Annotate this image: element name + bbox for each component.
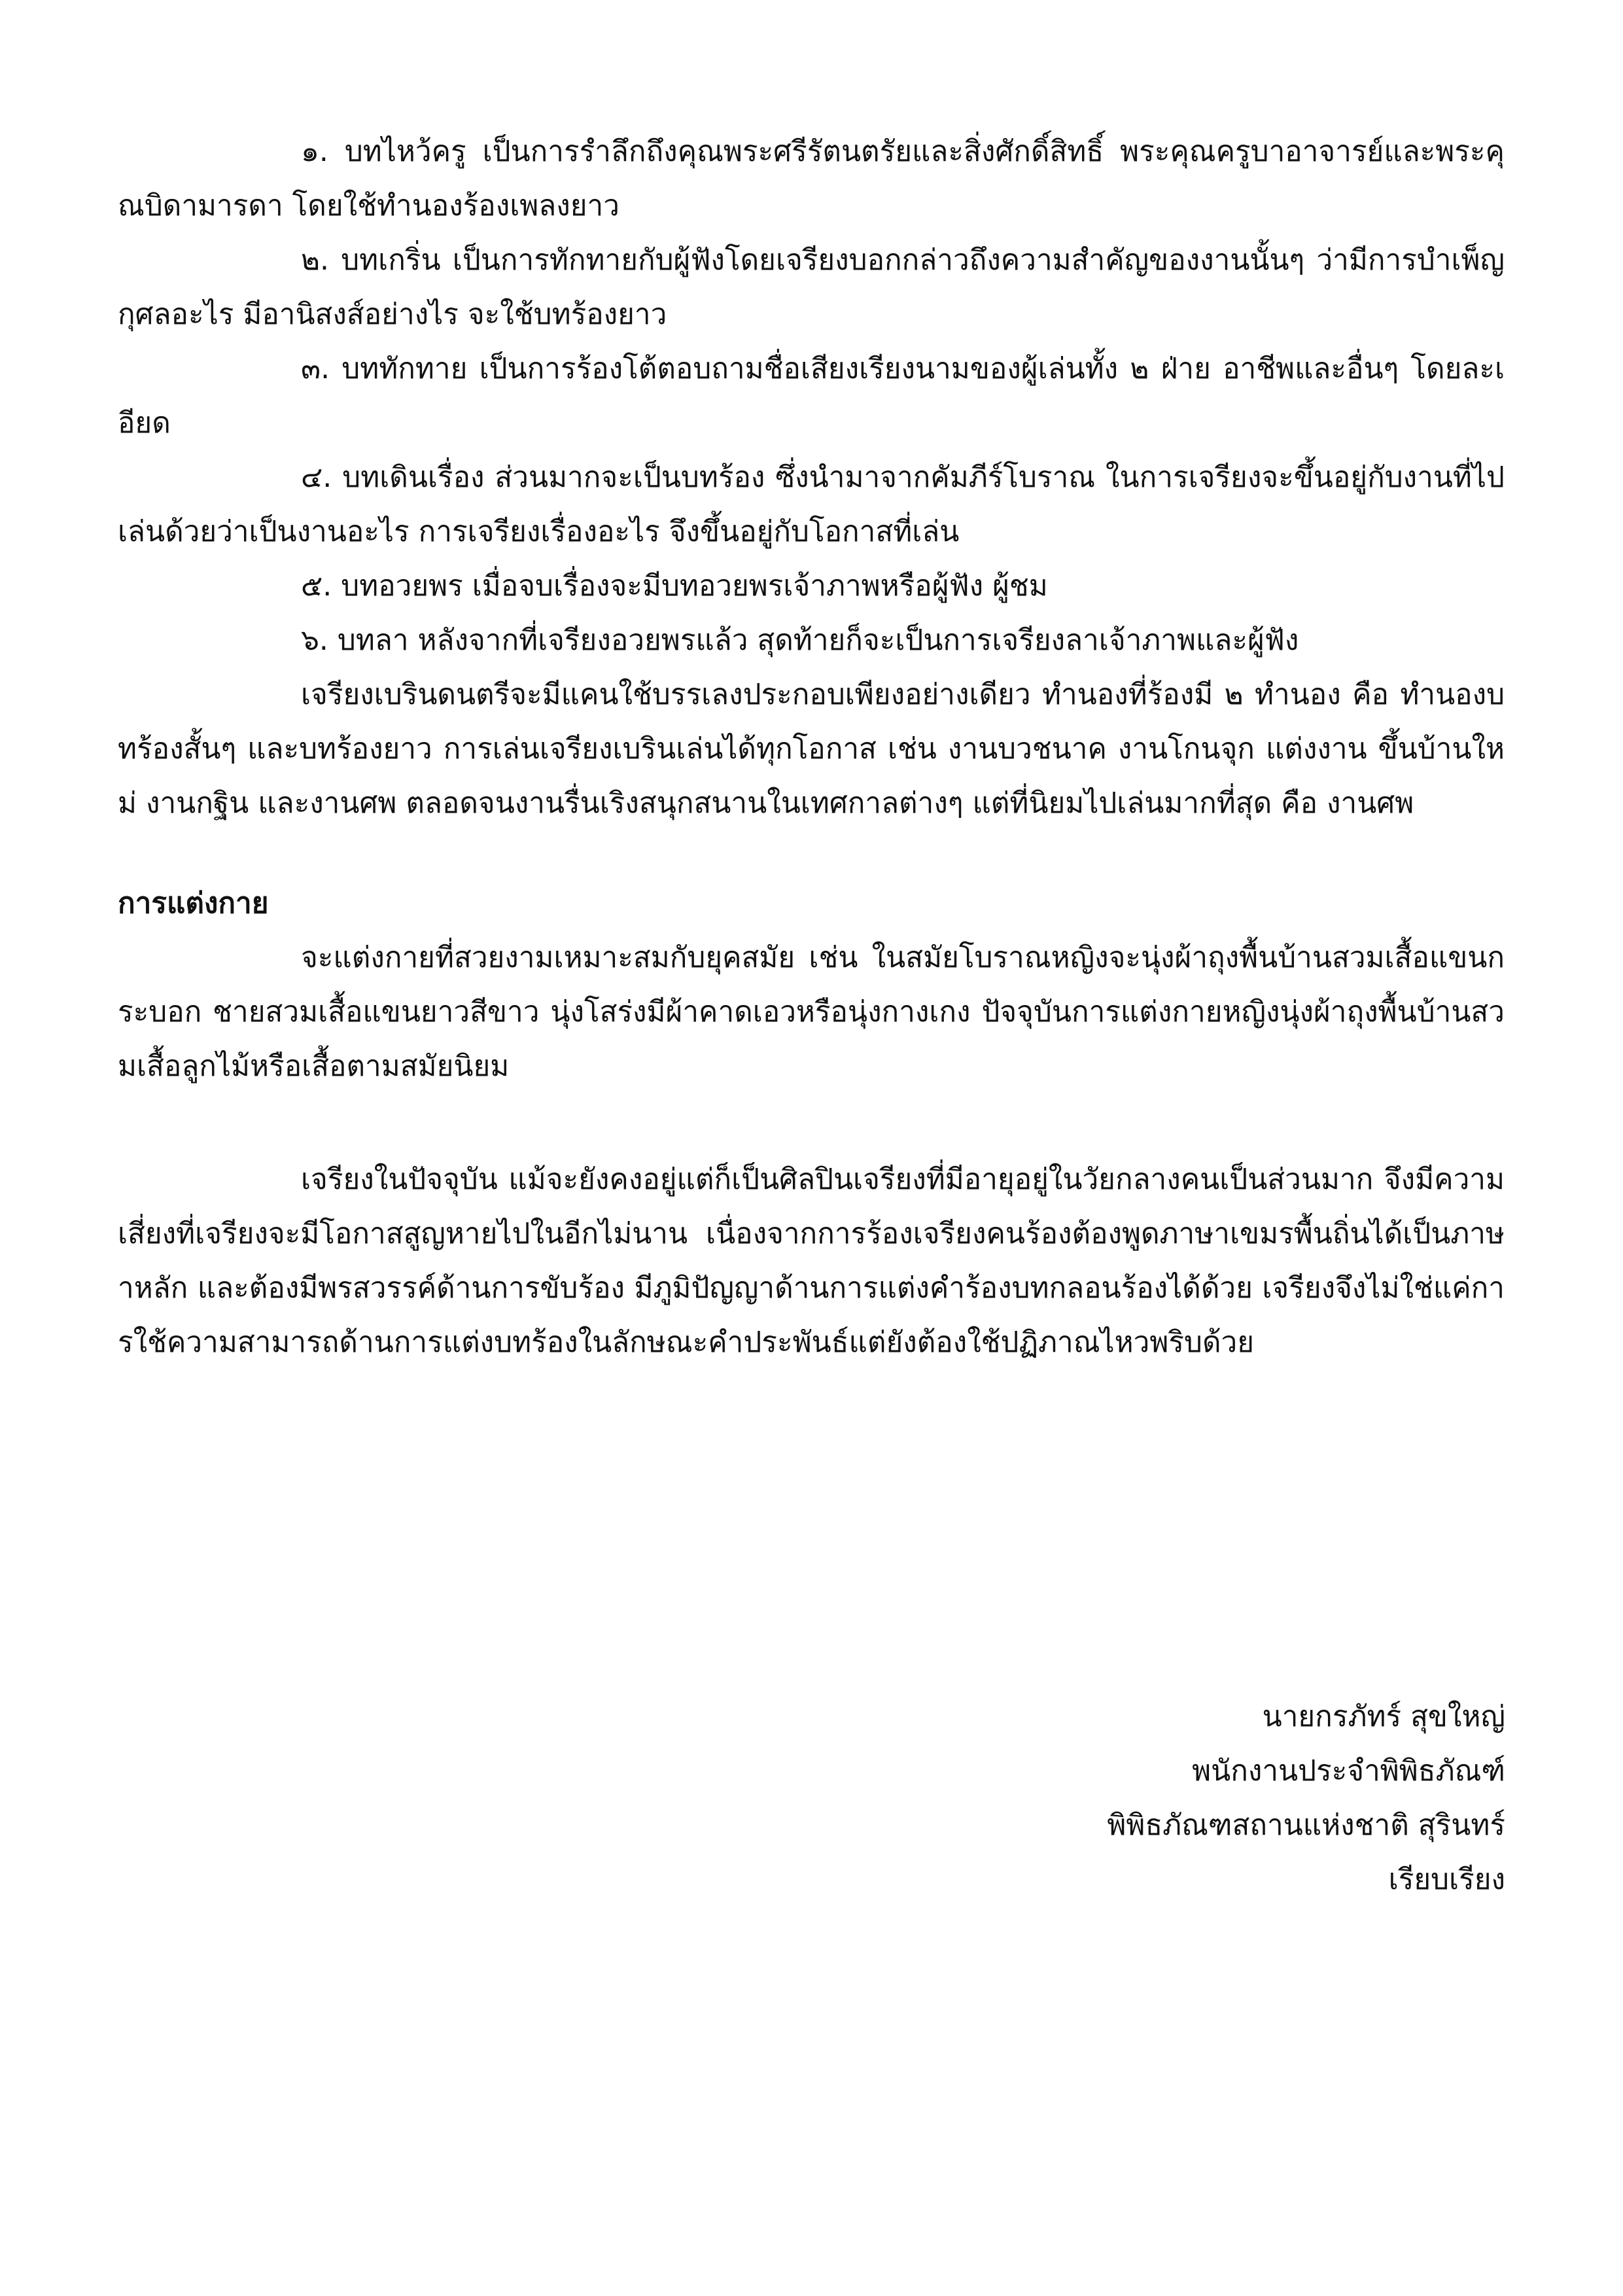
spacer: [118, 1093, 1505, 1152]
list-item-text: บทลา หลังจากที่เจรียงอวยพรแล้ว สุดท้ายก็จะเป็นการเจรียงลาเจ้าภาพและผู้ฟัง: [337, 624, 1299, 657]
list-item-text: บทอวยพร เมื่อจบเรื่องจะมีบทอวยพรเจ้าภาพหรือผู้ฟัง ผู้ชม: [341, 569, 1048, 603]
list-item-number: ๔.: [301, 461, 332, 494]
list-item-number: ๒.: [301, 243, 329, 277]
signature-position: พนักงานประจำพิพิธภัณฑ์: [1192, 1754, 1505, 1788]
list-item-5: [118, 559, 1505, 613]
list-item-text: บทไหว้ครู เป็นการรำลึกถึงคุณพระศรีรัตนตรัยและสิ่งศักดิ์สิทธิ์ พระคุณครูบาอาจารย์และพระคุณบิดามารดา โดยใช้ทำนองร้องเพลงยาว: [118, 135, 1505, 222]
spacer: [118, 830, 1505, 876]
costume-paragraph: จะแต่งกายที่สวยงามเหมาะสมกับยุคสมัย เช่น ในสมัยโบราณหญิงจะนุ่งผ้าถุงพื้นบ้านสวมเสื้อแขนกระบอก ชายสวมเสื้อแขนยาวสีขาว นุ่งโสร่งมีผ้าคาดเอวหรือนุ่งกางเกง ปัจจุบันการแต่งกายหญิงนุ่งผ้าถุงพื้นบ้านสวมเสื้อลูกไม้หรือเสื้อตามสมัยนิยม: [118, 941, 1505, 1083]
list-item-text: บททักทาย เป็นการร้องโต้ตอบถามชื่อเสียงเรียงนามของผู้เล่นทั้ง ๒ ฝ่าย อาชีพและอื่นๆ โดยละเอียด: [118, 352, 1505, 440]
list-item-2: [118, 233, 1505, 342]
list-item-number: ๖.: [301, 624, 328, 657]
signature-organization: พิพิธภัณฑสถานแห่งชาติ สุรินทร์: [1107, 1809, 1505, 1842]
intro-paragraph: เจรียงเบรินดนตรีจะมีแคนใช้บรรเลงประกอบเพียงอย่างเดียว ทำนองที่ร้องมี ๒ ทำนอง คือ ทำนองบทร้องสั้นๆ และบทร้องยาว การเล่นเจรียงเบรินเล่นได้ทุกโอกาส เช่น งานบวชนาค งานโกนจุก แต่งงาน ขึ้นบ้านใหม่ งานกฐิน และงานศพ ตลอดจนงานรื่นเริงสนุกสนานในเทศกาลต่างๆ แต่ที่นิยมไปเล่นมากที่สุด คือ งานศพ: [118, 678, 1505, 820]
closing-paragraph: เจรียงในปัจจุบัน แม้จะยังคงอยู่แต่ก็เป็นศิลปินเจรียงที่มีอายุอยู่ในวัยกลางคนเป็นส่วนมาก จึงมีความเสี่ยงที่เจรียงจะมีโอกาสสูญหายไปในอีกไม่นาน เนื่องจากการร้องเจรียงคนร้องต้องพูดภาษาเขมรพื้นถิ่นได้เป็นภาษาหลัก และต้องมีพรสวรรค์ด้านการขับร้อง มีภูมิปัญญาด้านการแต่งคำร้องบทกลอนร้องได้ด้วย เจรียงจึงไม่ใช่แค่การใช้ความสามารถด้านการแต่งบทร้องในลักษณะคำประพันธ์แต่ยังต้องใช้ปฏิภาณไหวพริบด้วย: [118, 1163, 1505, 1359]
list-item-number: ๕.: [301, 569, 332, 603]
document-body: [118, 124, 1505, 1369]
signature-block: [1107, 1689, 1505, 1907]
list-item-number: ๑.: [301, 135, 328, 168]
list-item-1: [118, 124, 1505, 233]
signature-credit: เรียบเรียง: [1388, 1863, 1505, 1896]
list-item-text: บทเกริ่น เป็นการทักทายกับผู้ฟังโดยเจรียงบอกกล่าวถึงความสำคัญของงานนั้นๆ ว่ามีการบำเพ็ญกุศลอะไร มีอานิสงส์อย่างไร จะใช้บทร้องยาว: [118, 243, 1505, 331]
signature-name: นายกรภัทร์ สุขใหญ่: [1262, 1700, 1505, 1733]
section-heading: การแต่งกาย: [118, 887, 269, 920]
list-item-4: [118, 450, 1505, 559]
list-item-number: ๓.: [301, 352, 330, 385]
list-item-text: บทเดินเรื่อง ส่วนมากจะเป็นบทร้อง ซึ่งนำมาจากคัมภีร์โบราณ ในการเจรียงจะขึ้นอยู่กับงานที่ไปเล่นด้วยว่าเป็นงานอะไร การเจรียงเรื่องอะไร จึงขึ้นอยู่กับโอกาสที่เล่น: [118, 461, 1505, 548]
list-item-3: [118, 342, 1505, 450]
list-item-6: [118, 613, 1505, 667]
